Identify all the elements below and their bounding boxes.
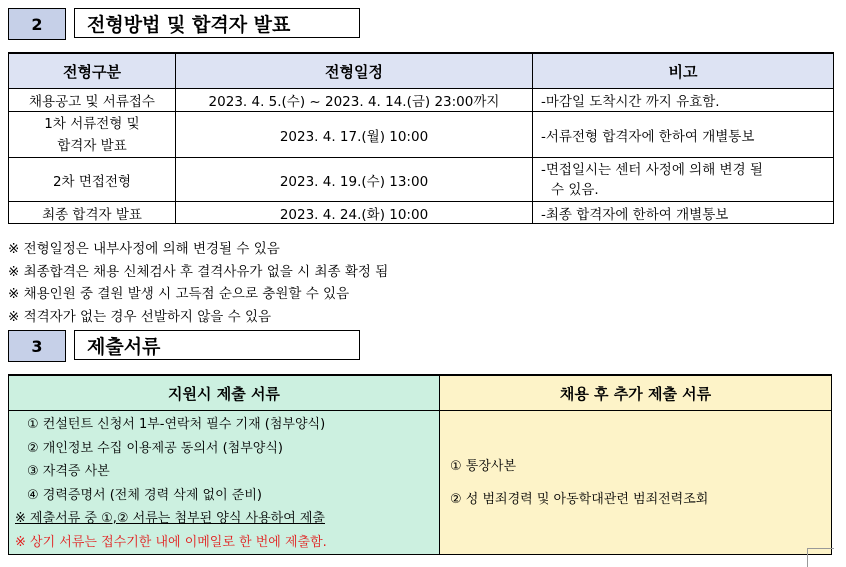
table-row xyxy=(9,158,834,202)
table-header-row xyxy=(9,375,832,411)
list-item: ① 통장사본 xyxy=(450,458,517,474)
cell-corner-marker xyxy=(807,548,834,567)
column-header: 전형구분 xyxy=(9,53,176,89)
date-cell: 2023. 4. 5.(수) ~ 2023. 4. 14.(금) 23:00까지 xyxy=(176,89,533,112)
table-row xyxy=(9,89,834,112)
table-row xyxy=(9,112,834,158)
column-header: 채용 후 추가 제출 서류 xyxy=(440,375,832,411)
stage-cell: 2차 면접전형 xyxy=(9,158,176,202)
stage-line: 합격자 발표 xyxy=(57,137,127,154)
stage-cell: 채용공고 및 서류접수 xyxy=(9,89,176,112)
column-header: 지원시 제출 서류 xyxy=(9,375,440,411)
date-cell: 2023. 4. 19.(수) 13:00 xyxy=(176,158,533,202)
note-cell xyxy=(533,158,834,202)
note-item: ※ 전형일정은 내부사정에 의해 변경될 수 있음 xyxy=(8,241,280,257)
list-item: ① 컨설턴트 신청서 1부-연락처 필수 기재 (첨부양식) xyxy=(27,417,326,432)
list-item: ③ 자격증 사본 xyxy=(27,464,110,479)
list-item: ② 성 범죄경력 및 아동학대관련 범죄전력조회 xyxy=(450,491,709,507)
note-cell: -최종 합격자에 한하여 개별통보 xyxy=(533,202,834,224)
note-item: ※ 채용인원 중 결원 발생 시 고득점 순으로 충원할 수 있음 xyxy=(8,286,350,302)
application-docs-cell xyxy=(9,411,440,555)
section-title: 제출서류 xyxy=(74,330,360,360)
section-title: 전형방법 및 합격자 발표 xyxy=(74,8,360,38)
date-cell: 2023. 4. 17.(월) 10:00 xyxy=(176,112,533,158)
table-row xyxy=(9,411,832,555)
submission-note-text: ※ 제출서류 중 ①,② 서류는 첨부된 양식 사용하여 제출 xyxy=(15,511,325,526)
table-row xyxy=(9,202,834,224)
section-number: 3 xyxy=(8,330,66,362)
note-item: ※ 적격자가 없는 경우 선발하지 않을 수 있음 xyxy=(8,308,272,325)
list-item: ④ 경력증명서 (전체 경력 삭제 없이 준비) xyxy=(27,487,262,503)
note-line: 수 있음. xyxy=(551,181,599,198)
note-line: -면접일시는 센터 사정에 의해 변경 될 xyxy=(541,161,763,178)
note-item: ※ 최종합격은 채용 신체검사 후 결격사유가 없을 시 최종 확정 됨 xyxy=(8,263,389,280)
submission-warning: ※ 상기 서류는 접수기한 내에 이메일로 한 번에 제출함. xyxy=(15,534,327,550)
schedule-notes xyxy=(8,238,388,328)
documents-table xyxy=(8,374,832,555)
post-hire-docs-cell xyxy=(440,411,832,555)
column-header: 전형일정 xyxy=(176,53,533,89)
note-cell: -서류전형 합격자에 한하여 개별통보 xyxy=(533,112,834,158)
section-number: 2 xyxy=(8,8,66,40)
submission-note xyxy=(15,507,439,531)
stage-cell: 최종 합격자 발표 xyxy=(9,202,176,224)
note-cell: -마감일 도착시간 까지 유효함. xyxy=(533,89,834,112)
table-header-row xyxy=(9,53,834,89)
list-item: ② 개인정보 수집 이용제공 동의서 (첨부양식) xyxy=(27,440,283,456)
schedule-table xyxy=(8,52,834,224)
date-cell: 2023. 4. 24.(화) 10:00 xyxy=(176,202,533,224)
stage-cell xyxy=(9,112,176,158)
stage-line: 1차 서류전형 및 xyxy=(44,115,140,132)
column-header: 비고 xyxy=(533,53,834,89)
